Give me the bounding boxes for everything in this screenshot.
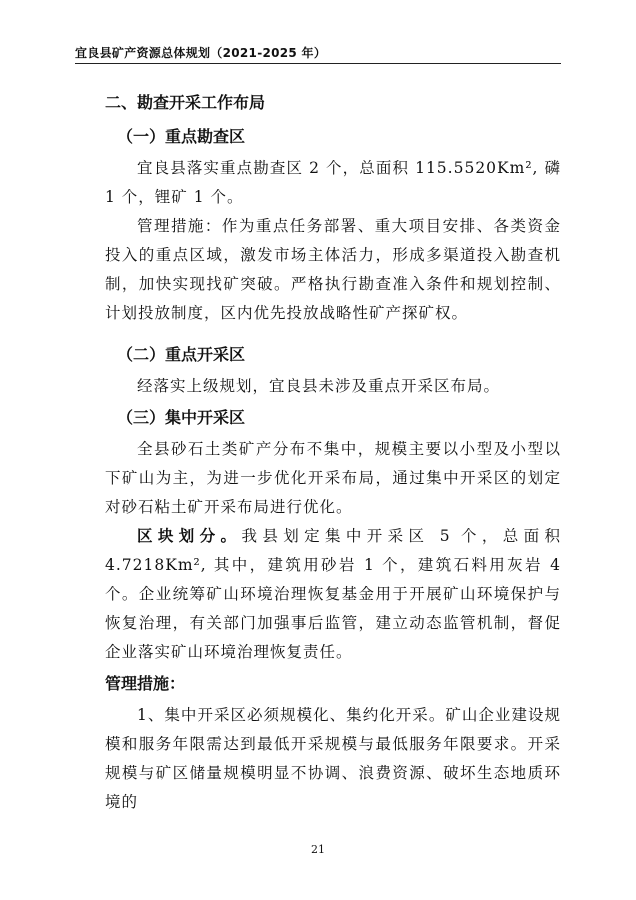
block-division-text: 我县划定集中开采区 5 个，总面积 4.7218Km², 其中，建筑用砂岩 1 个，建筑石料用灰岩 4 个。企业统筹矿山环境治理恢复基金用于开展矿山环境保护与恢复治理，有关部门加强事后监管，建立动态监管机制，督促企业落实矿山环境治理恢复责任。 [105, 527, 561, 661]
block-division-lead: 区块划分。 [137, 527, 242, 545]
subsection-heading-concentrated-mining: （三）集中开采区 [117, 408, 246, 427]
paragraph-measure-1: 1、集中开采区必须规模化、集约化开采。矿山企业建设规模和服务年限需达到最低开采规模与最低服务年限要求。开采规模与矿区储量规模明显不协调、浪费资源、破坏生态地质环境的 [105, 706, 561, 811]
paragraph-block-division [73, 522, 561, 667]
document-header: 宜良县矿产资源总体规划（2021-2025 年） [75, 46, 327, 60]
paragraph-key-mining: 经落实上级规划，宜良县未涉及重点开采区布局。 [137, 377, 501, 395]
page-number: 21 [311, 843, 325, 856]
paragraph-exploration-areas: 宜良县落实重点勘查区 2 个，总面积 115.5520Km², 磷 1 个，锂矿 1 个。 [105, 159, 561, 206]
subsection-heading-key-mining: （二）重点开采区 [117, 345, 246, 364]
paragraph-concentrated-overview: 全县砂石土类矿产分布不集中，规模主要以小型及小型以下矿山为主，为进一步优化开采布局，通过集中开采区的划定对砂石粘土矿开采布局进行优化。 [105, 440, 561, 516]
management-measures-heading: 管理措施： [105, 674, 186, 693]
page-content [105, 86, 561, 817]
header-rule [75, 63, 561, 64]
subsection-heading-key-exploration: （一）重点勘查区 [117, 127, 246, 146]
paragraph-exploration-measures: 管理措施：作为重点任务部署、重大项目安排、各类资金投入的重点区域，激发市场主体活力，形成多渠道投入勘查机制，加快实现找矿突破。严格执行勘查准入条件和规划控制、计划投放制度，区内优先投放战略性矿产探矿权。 [105, 217, 561, 322]
section-heading: 二、勘查开采工作布局 [105, 93, 266, 112]
